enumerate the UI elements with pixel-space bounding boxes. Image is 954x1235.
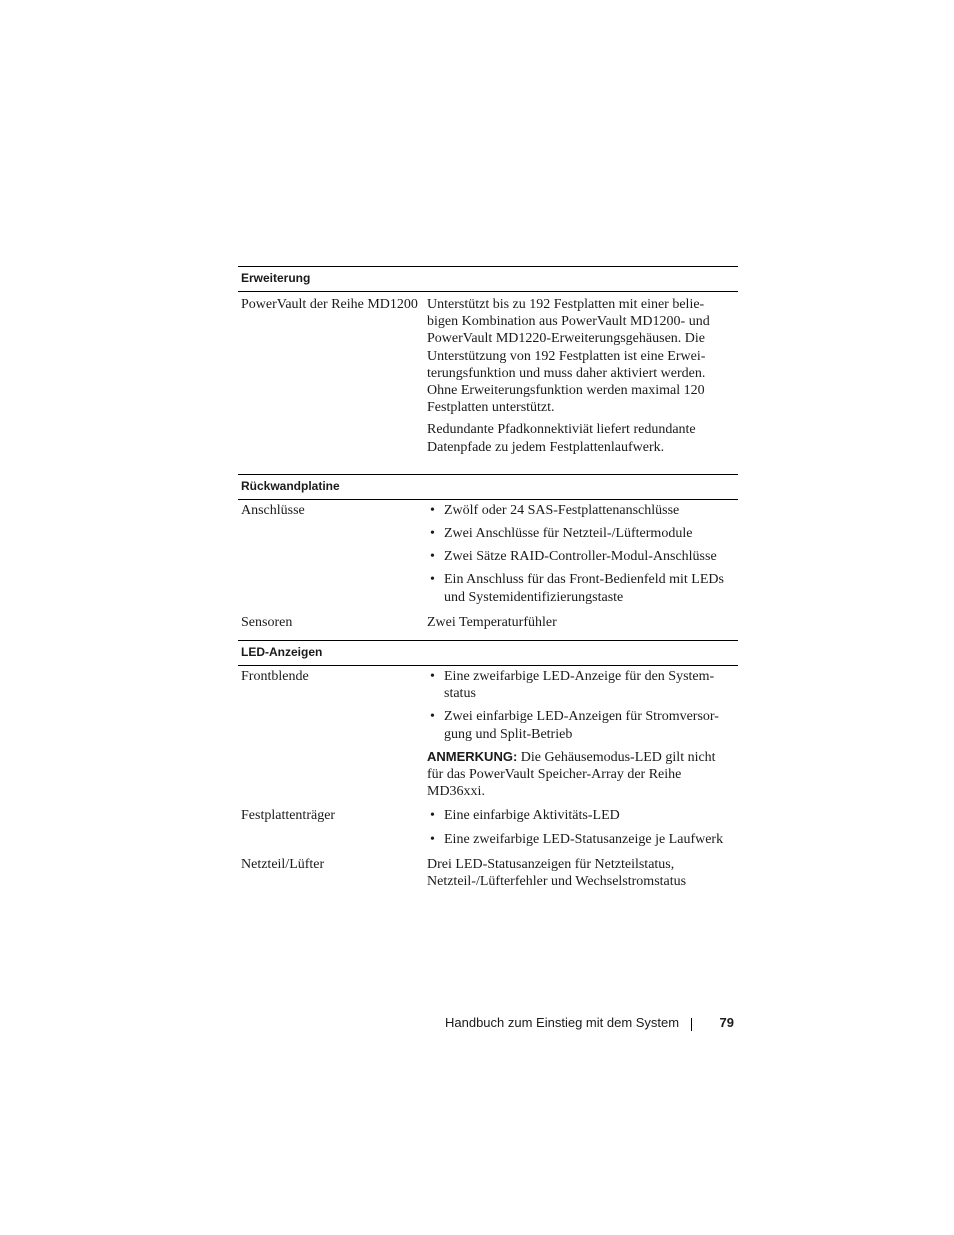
spec-row [238, 668, 738, 800]
footer-title: Handbuch zum Einstieg mit dem System [445, 1015, 680, 1030]
row-label: Frontblende [241, 669, 309, 685]
paragraph: Drei LED-Statusanzeigen für Netzteilstatus, Netzteil-/Lüfterfehler und Wechselstromstatus [427, 856, 687, 890]
paragraph: Redundante Pfadkonnektiviät liefert redundante Datenpfade zu jedem Festplattenlaufwerk. [427, 422, 696, 455]
list-item: • Zwei Sätze RAID-Controller-Modul-Anschlüsse [427, 548, 738, 565]
list-item: • Zwölf oder 24 SAS-Festplattenanschlüsse [427, 502, 738, 519]
spec-row [238, 807, 738, 847]
paragraph: Zwei Temperaturfühler [427, 614, 557, 630]
list-item: • Eine zweifarbige LED-Statusanzeige je Laufwerk [427, 831, 738, 848]
row-label: Sensoren [241, 614, 293, 630]
row-value [427, 856, 738, 890]
list-item: • Zwei Anschlüsse für Netzteil-/Lüftermodule [427, 525, 738, 542]
list-item: • Ein Anschluss für das Front-Bedienfeld mit LEDs und Systemidentifizierungstaste [427, 571, 738, 605]
page-footer [445, 1015, 737, 1035]
spec-row [238, 502, 738, 606]
row-label: Anschlüsse [241, 502, 305, 518]
section-heading: Erweiterung [238, 266, 738, 292]
section-heading: Rückwandplatine [238, 474, 738, 500]
row-label: Netzteil/Lüfter [241, 856, 325, 872]
row-value [427, 296, 738, 456]
row-value [427, 807, 738, 847]
section-heading: LED-Anzeigen [238, 640, 738, 666]
note-label: ANMERKUNG: [427, 748, 518, 764]
spec-row [238, 296, 738, 456]
row-value [427, 614, 738, 631]
spec-row [238, 614, 738, 631]
page-number: 79 [719, 1015, 734, 1030]
spec-row [238, 856, 738, 890]
note: ANMERKUNG: Die Gehäusemodus-LED gilt nicht für das PowerVault Speicher-Array der Reihe MD36xxi. [427, 748, 716, 800]
list-item: • Zwei einfarbige LED-Anzeigen für Stromversor- gung und Split-Betrieb [427, 708, 738, 742]
spec-table [238, 266, 738, 890]
row-label: Festplattenträger [241, 808, 336, 824]
row-label: PowerVault der Reihe MD1200 [241, 297, 418, 312]
paragraph: Unterstützt bis zu 192 Festplatten mit einer belie- bigen Kombination aus PowerVault MD1200- und PowerVault MD1220-Erweiterungsgehäusen. Die Unterstützung von 192 Festplatten ist eine Erwei- terungsfunktion und muss daher aktiviert werden. Ohne Erweiterungsfunktion werden maximal 120 Festplatten unterstützt. [427, 297, 710, 416]
row-value [427, 668, 738, 800]
list-item: • Eine zweifarbige LED-Anzeige für den System- status [427, 668, 738, 702]
row-value [427, 502, 738, 606]
list-item: • Eine einfarbige Aktivitäts-LED [427, 807, 738, 824]
footer-divider [691, 1018, 692, 1031]
